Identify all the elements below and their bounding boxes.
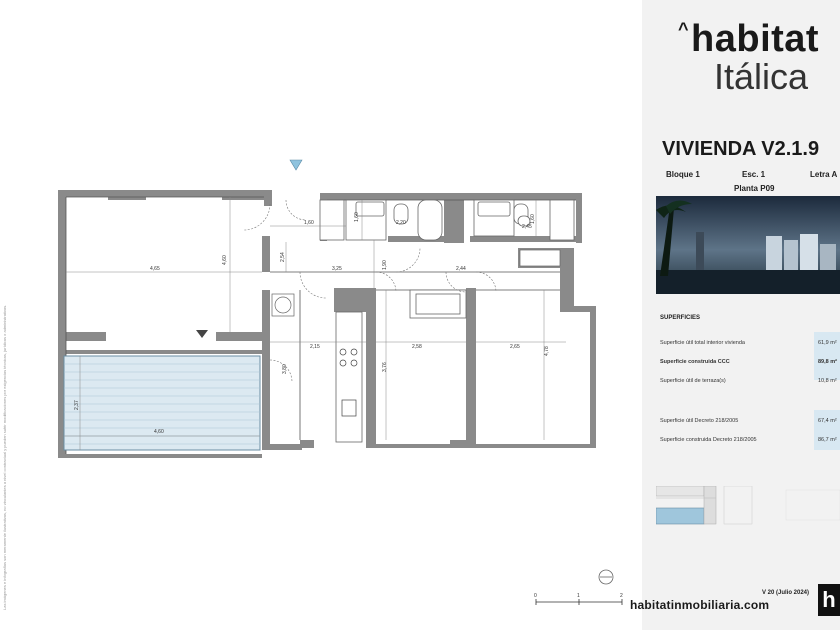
unit-bloque: Bloque 1 — [666, 170, 700, 179]
company-logo: h — [818, 584, 840, 616]
superficie-util-label: Superficie útil total interior vivienda — [660, 340, 745, 346]
website-link[interactable]: habitatinmobiliaria.com — [630, 598, 770, 612]
dim-label: 2,54 — [280, 252, 286, 262]
info-panel — [630, 0, 840, 630]
dim-label: 1,90 — [382, 260, 388, 270]
dim-label: 4,65 — [150, 266, 160, 272]
superficie-construida-decreto-value: 86,7 m² — [818, 437, 837, 443]
scale-label: 0 — [534, 593, 537, 599]
superficie-terraza-value: 10,8 m² — [818, 378, 837, 384]
values-box-2 — [814, 410, 840, 450]
scale-label: 2 — [620, 593, 623, 599]
dim-label: 2,15 — [310, 344, 320, 350]
dim-label: 1,60 — [304, 220, 314, 226]
north-arrow-icon — [599, 570, 613, 584]
brand-line1: habitat — [691, 18, 820, 60]
dim-label: 3,80 — [282, 364, 288, 374]
superficie-construida-decreto-label: Superficie construida Decreto 218/2005 — [660, 437, 757, 443]
dim-label: 1,60 — [354, 212, 360, 222]
location-key-plan — [656, 486, 840, 530]
scale-label: 1 — [577, 593, 580, 599]
entrance-marker-icon — [290, 160, 302, 170]
building-render-photo — [656, 196, 840, 294]
superficie-construida-value: 89,8 m² — [818, 359, 837, 365]
unit-escalera: Esc. 1 — [742, 170, 766, 179]
dim-label: 4,60 — [222, 255, 228, 265]
superficie-terraza-label: Superficie útil de terraza(s) — [660, 378, 726, 384]
brand-line2: Itálica — [714, 56, 809, 97]
superficie-util-decreto-value: 67,4 m² — [818, 418, 837, 424]
dim-label: 2,45 — [522, 224, 532, 230]
dim-label: 3,76 — [382, 362, 388, 372]
legal-note-text: Las imágenes e infografías son meramente ilustrativas, no vinculantes a nivel contractual y pueden sufrir modificaciones por exigencias técnicas, jurídicas o administrativas. — [2, 304, 7, 610]
terrace-access-icon — [196, 330, 208, 338]
unit-planta: Planta P09 — [734, 184, 775, 193]
superficie-util-decreto-label: Superficie útil Decreto 218/2005 — [660, 418, 739, 424]
dim-label: 1,60 — [530, 214, 536, 224]
superficies-title: SUPERFICIES — [660, 315, 701, 321]
dim-label: 2,58 — [412, 344, 422, 350]
dim-label: 2,20 — [396, 220, 406, 226]
brand-logo — [678, 18, 819, 61]
dim-label: 2,65 — [510, 344, 520, 350]
dim-label: 3,25 — [332, 266, 342, 272]
superficie-util-value: 61,9 m² — [818, 340, 837, 346]
dim-label: 4,60 — [154, 429, 164, 435]
dim-label: 4,78 — [544, 346, 550, 356]
brand-caret-icon: ^ — [678, 19, 690, 39]
superficie-construida-label: Superficie construida CCC — [660, 359, 730, 365]
unit-letra: Letra A — [810, 170, 838, 179]
version-label: V 20 (Julio 2024) — [762, 590, 810, 596]
scale-bar — [534, 593, 623, 605]
dim-label: 2,44 — [456, 266, 466, 272]
unit-title: VIVIENDA V2.1.9 — [662, 138, 820, 160]
dim-label: 2,37 — [74, 400, 80, 410]
